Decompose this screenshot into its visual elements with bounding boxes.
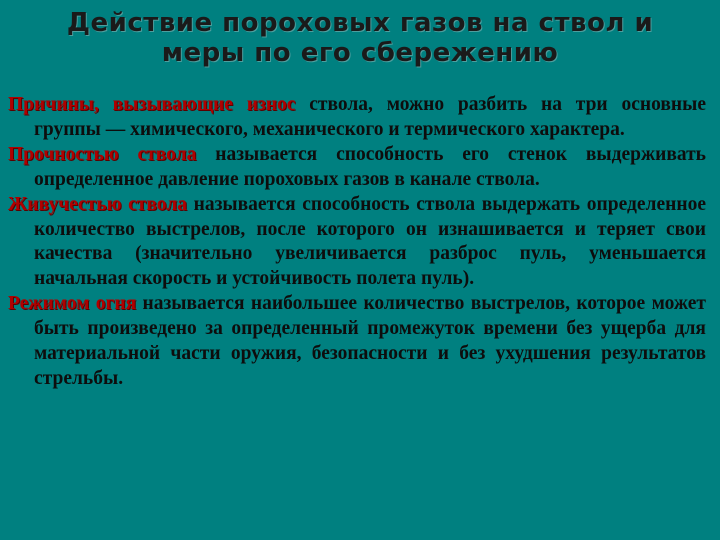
paragraph-barrel-life [8,193,706,293]
term-wear-causes: Причины, вызывающие износ [8,94,296,115]
slide-title [20,8,700,68]
paragraph-barrel-strength [8,143,706,193]
paragraph-text: называется способность ствола выдержать определенное количество выстрелов, после которого он изнашивается и теряет свои качества (значительно увеличивается разброс пуль, уменьшается начальная скорость и устойчивость полета пуль). [34,193,706,290]
paragraph-wear-causes [8,93,706,143]
term-barrel-strength: Прочностью ствола [8,143,197,165]
paragraph-text: называется способность его стенок выдерживать определенное давление пороховых газов в канале ствола. [34,143,706,190]
slide-body [8,93,706,392]
paragraph-text: ствола, можно разбить на три основные группы — химического, механического и термического характера. [34,94,706,140]
title-line-1: Действие пороховых газов на ствол и [66,8,654,38]
term-fire-mode: Режимом огня [8,293,137,315]
title-line-2: меры по его сбережению [161,38,559,68]
paragraph-fire-mode [8,292,706,392]
term-barrel-life: Живучестью ствола [8,193,187,215]
paragraph-text: называется наибольшее количество выстрелов, которое может быть произведено за определенный промежуток времени без ущерба для материальной части оружия, безопасности и без ухудшения результатов стрельбы. [34,293,706,389]
